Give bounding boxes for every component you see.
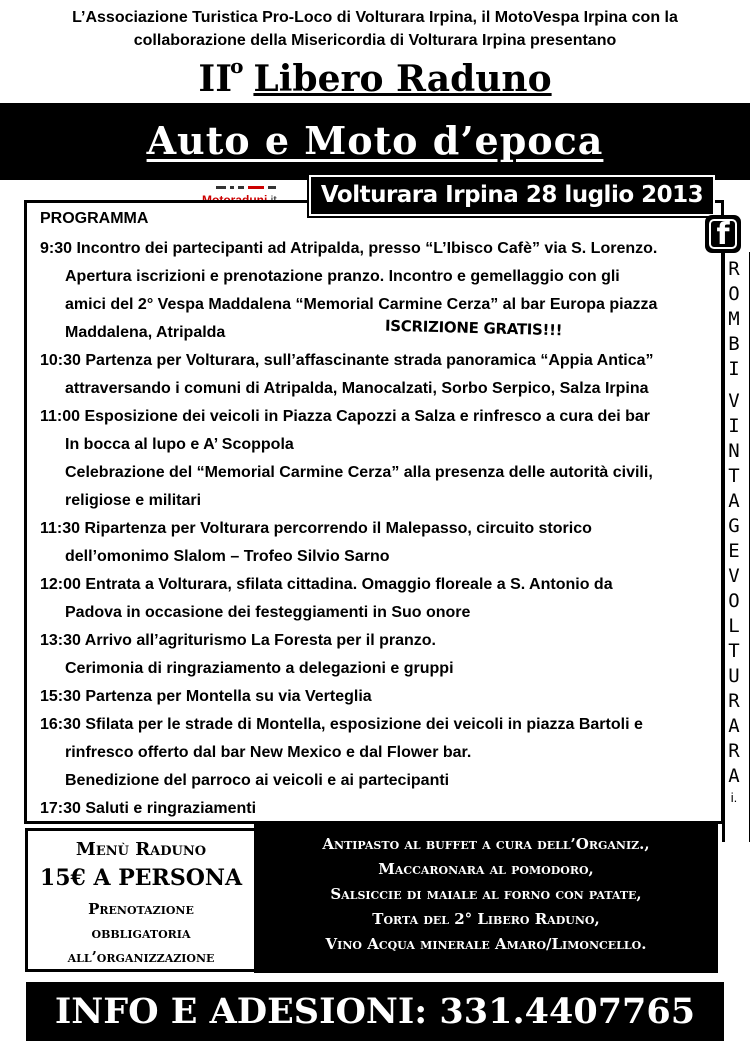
menu-note-line: Prenotazione xyxy=(88,900,194,918)
program-line: 9:30 Incontro dei partecipanti ad Atripalda, presso “L’Ibisco Cafè” via S. Lorenzo. xyxy=(40,240,658,257)
program-line: 16:30 Sfilata per le strade di Montella, esposizione dei veicoli in piazza Bartoli e xyxy=(40,716,643,733)
side-letter: A xyxy=(728,490,740,512)
menu-booking-note xyxy=(28,897,254,969)
program-line: 10:30 Partenza per Volturara, sull’affascinante strada panoramica “Appia Antica” xyxy=(40,352,654,369)
intro-line: collaborazione della Misericordia di Volturara Irpina presentano xyxy=(133,32,617,49)
side-letter: T xyxy=(728,640,740,662)
program-line: religiose e militari xyxy=(65,492,202,509)
title-number: II xyxy=(198,58,233,100)
program-line: 17:30 Saluti e ringraziamenti xyxy=(40,800,257,817)
side-letter: A xyxy=(728,765,740,787)
program-line: amici del 2° Vespa Maddalena “Memorial Carmine Cerza” al bar Europa piazza xyxy=(65,296,658,313)
intro-text xyxy=(40,6,710,52)
menu-items-box xyxy=(254,822,718,973)
menu-price: 15€ A PERSONA xyxy=(39,865,243,891)
side-suffix: i. xyxy=(730,790,738,805)
menu-item: Vino Acqua minerale Amaro/Limoncello. xyxy=(325,935,647,953)
side-letter: I xyxy=(728,358,740,380)
program-line: Padova in occasione dei festeggiamenti in Suo onore xyxy=(65,604,471,621)
program-line: attraversando i comuni di Atripalda, Manocalzati, Sorbo Serpico, Salza Irpina xyxy=(65,380,649,397)
program-line: 15:30 Partenza per Montella su via Verteglia xyxy=(40,688,372,705)
subtitle: Auto e Moto d’epoca xyxy=(146,118,604,163)
menu-note-line: all’organizzazione xyxy=(67,948,215,966)
side-letter: B xyxy=(728,333,740,355)
side-letter: G xyxy=(728,515,740,537)
info-contact: INFO E ADESIONI: 331.4407765 xyxy=(26,982,724,1041)
intro-line: L’Associazione Turistica Pro-Loco di Volturara Irpina, il MotoVespa Irpina con la xyxy=(72,9,678,26)
side-letter: I xyxy=(728,415,740,437)
program-line: 11:00 Esposizione dei veicoli in Piazza Capozzi a Salza e rinfresco a cura dei bar xyxy=(40,408,651,425)
program-line: Cerimonia di ringraziamento a delegazioni e gruppi xyxy=(65,660,454,677)
menu-note-line: obbligatoria xyxy=(91,924,191,942)
menu-item: Maccaronara al pomodoro, xyxy=(378,860,594,878)
side-letter: V xyxy=(728,565,740,587)
facebook-icon: f xyxy=(705,215,741,253)
free-registration-note: ISCRIZIONE GRATIS!!! xyxy=(384,316,563,340)
event-date: Volturara Irpina 28 luglio 2013 xyxy=(309,175,715,216)
logo-bars-icon xyxy=(216,185,276,191)
program-line: dell’omonimo Slalom – Trofeo Silvio Sarno xyxy=(65,548,390,565)
program-line: 11:30 Ripartenza per Volturara percorrendo il Malepasso, circuito storico xyxy=(40,520,592,537)
title-ordinal: o xyxy=(230,54,244,78)
side-letter: R xyxy=(728,690,740,712)
program-line: rinfresco offerto dal bar New Mexico e dal Flower bar. xyxy=(65,744,472,761)
side-letter: L xyxy=(728,615,740,637)
menu-items xyxy=(254,832,718,957)
side-letter: O xyxy=(728,283,740,305)
program-line: 12:00 Entrata a Volturara, sfilata cittadina. Omaggio floreale a S. Antonio da xyxy=(40,576,613,593)
menu-item: Antipasto al buffet a cura dell’Organiz., xyxy=(322,835,650,853)
menu-price-box xyxy=(25,828,257,972)
program-line: Maddalena, Atripalda xyxy=(65,324,226,341)
program-heading: PROGRAMMA xyxy=(40,210,149,227)
side-letter: N xyxy=(728,440,740,462)
title-main: Libero Raduno xyxy=(253,58,552,100)
side-letter: E xyxy=(728,540,740,562)
menu-item: Salsiccie di maiale al forno con patate, xyxy=(330,885,642,903)
side-letter: A xyxy=(728,715,740,737)
side-letter: R xyxy=(728,740,740,762)
side-letter: O xyxy=(728,590,740,612)
menu-title: Menù Raduno xyxy=(75,839,207,860)
menu-item: Torta del 2° Libero Raduno, xyxy=(372,910,600,928)
program-line: In bocca al lupo e A’ Scoppola xyxy=(65,436,294,453)
side-letter: U xyxy=(728,665,740,687)
event-title xyxy=(0,56,750,102)
side-letter: T xyxy=(728,465,740,487)
program-line: Apertura iscrizioni e prenotazione pranzo. Incontro e gemellaggio con gli xyxy=(65,268,620,285)
side-letter: V xyxy=(728,390,740,412)
side-letter: M xyxy=(728,308,740,330)
side-letter: R xyxy=(728,258,740,280)
program-line: Celebrazione del “Memorial Carmine Cerza” alla presenza delle autorità civili, xyxy=(65,464,653,481)
program-list xyxy=(40,235,700,823)
program-line: 13:30 Arrivo all’agriturismo La Foresta per il pranzo. xyxy=(40,632,436,649)
program-line: Benedizione del parroco ai veicoli e ai partecipanti xyxy=(65,772,450,789)
